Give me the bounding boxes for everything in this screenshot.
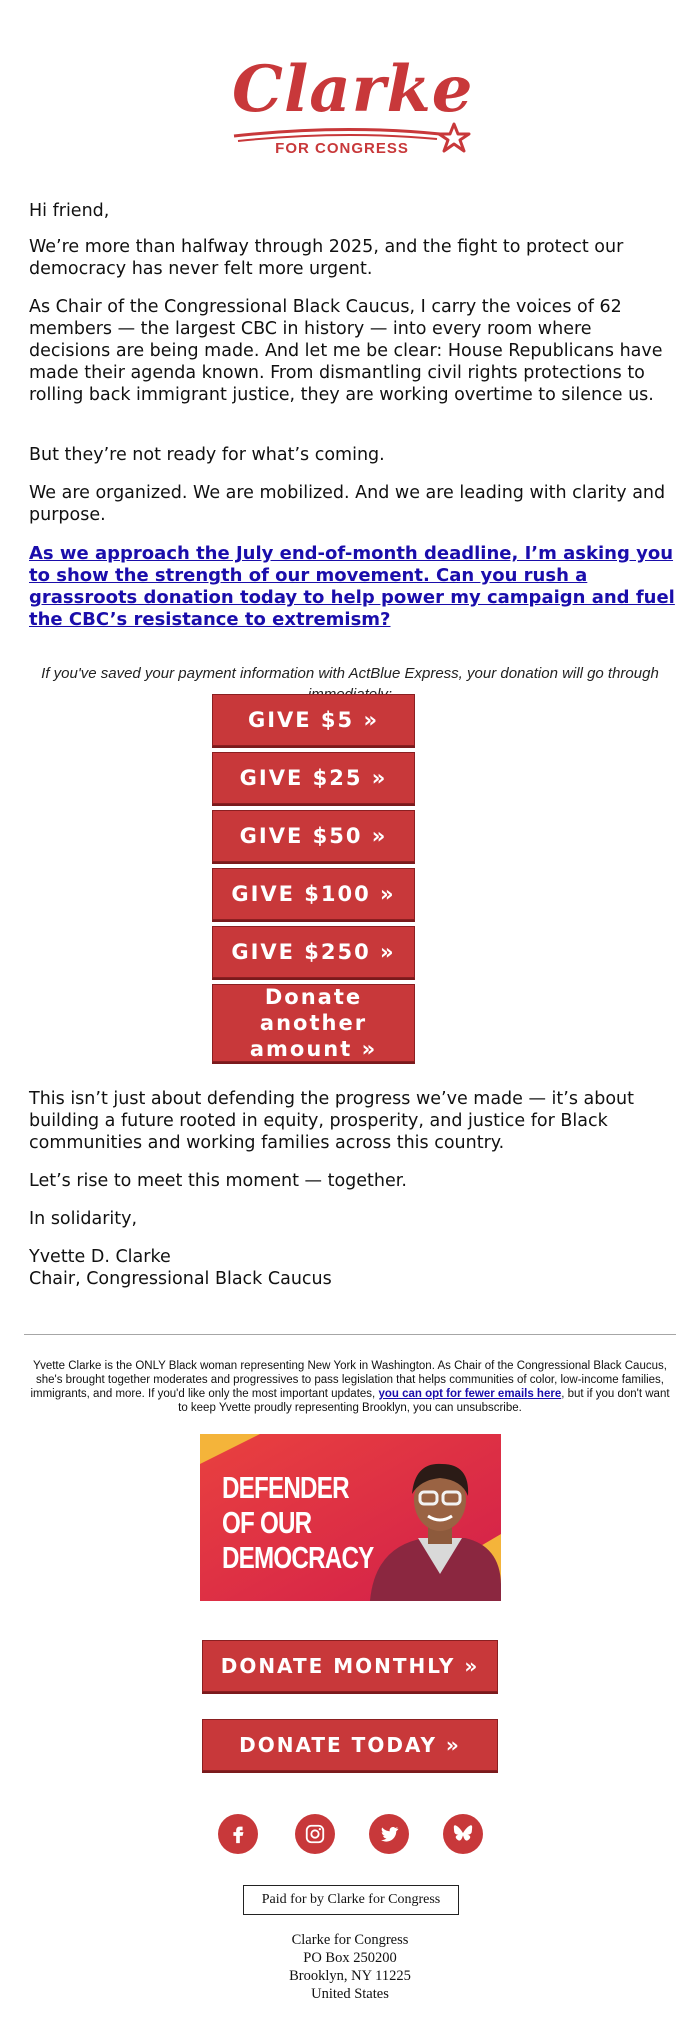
address-line-3: Brooklyn, NY 11225 <box>289 1968 411 1984</box>
signature-title: Chair, Congressional Black Caucus <box>29 1269 332 1289</box>
give-25-button[interactable]: GIVE $25 » <box>212 752 415 804</box>
donate-another-amount-button[interactable]: Donate another amount » <box>212 984 415 1062</box>
give-250-button[interactable]: GIVE $250 » <box>212 926 415 978</box>
paragraph-not-ready: But they’re not ready for what’s coming. <box>29 445 385 465</box>
logo-wordmark: Clarke <box>232 52 474 127</box>
give-5-button[interactable]: GIVE $5 » <box>212 694 415 746</box>
logo-tagline: FOR CONGRESS <box>275 140 409 157</box>
paid-for-by-box: Paid for by Clarke for Congress <box>243 1885 459 1915</box>
actblue-express-note: If you've saved your payment information with ActBlue Express, your donation will go through <box>41 665 659 682</box>
donate-today-button[interactable]: DONATE TODAY » <box>202 1719 498 1771</box>
facebook-icon[interactable] <box>218 1814 258 1854</box>
closing: In solidarity, <box>29 1209 138 1229</box>
footer-disclaimer <box>28 1359 672 1415</box>
banner-line-3: DEMOCRACY <box>222 1540 374 1575</box>
banner-headline <box>222 1470 374 1575</box>
bluesky-glyph <box>452 1823 474 1845</box>
give-100-button[interactable]: GIVE $100 » <box>212 868 415 920</box>
paragraph-future: This isn’t just about defending the progress we’ve made — it’s about building a future rooted in equity, prosperity, and justice for Black communities and working families across this country. <box>29 1089 635 1153</box>
address-line-4: United States <box>311 1986 389 2002</box>
disclaimer-text: Yvette Clarke is the ONLY Black woman representing New York in Washington. As Chair of the Congressional Black Caucus, she's brought together moderates and progressives to pass legislation that helps communities of color, low-income families, immigrants, and more. If you'd like only the most important updates, <box>30 1360 667 1400</box>
donation-ask-link[interactable]: As we approach the July end-of-month deadline, I’m asking you to show the strength of our movement. Can you rush a grassroots donation today to help power my campaign and fuel the CBC’s resistance to extremism? <box>29 543 675 630</box>
paragraph-intro: We’re more than halfway through 2025, and the fight to protect our democracy has never felt more urgent. <box>29 237 624 279</box>
address-line-1: Clarke for Congress <box>291 1932 409 1948</box>
twitter-glyph <box>378 1823 400 1845</box>
instagram-icon[interactable] <box>295 1814 335 1854</box>
twitter-icon[interactable] <box>369 1814 409 1854</box>
bluesky-icon[interactable] <box>443 1814 483 1854</box>
fewer-emails-link[interactable]: you can opt for fewer emails here <box>378 1388 562 1400</box>
paragraph-cbc: As Chair of the Congressional Black Caucus, I carry the voices of 62 members — the largest CBC in history — into every room where decisions are being made. And let me be clear: House Republicans have made their agenda known. From dismantling civil rights protections to rolling back immigrant justice, they are working overtime to silence us. <box>29 297 663 405</box>
instagram-glyph <box>304 1823 326 1845</box>
disclaimer-unsubscribe-text: , but if you don't want to keep Yvette proudly representing Brooklyn, you can unsubscribe. <box>178 1388 670 1414</box>
paragraph-rise: Let’s rise to meet this moment — together. <box>29 1171 407 1191</box>
footer-divider <box>24 1334 676 1335</box>
address-line-2: PO Box 250200 <box>303 1950 397 1966</box>
donate-monthly-button[interactable]: DONATE MONTHLY » <box>202 1640 498 1692</box>
banner-line-1: DEFENDER <box>222 1470 349 1505</box>
give-50-button[interactable]: GIVE $50 » <box>212 810 415 862</box>
mailing-address <box>200 1931 500 2003</box>
defender-of-democracy-banner[interactable] <box>200 1434 501 1601</box>
greeting: Hi friend, <box>29 201 110 221</box>
facebook-glyph <box>227 1823 249 1845</box>
paragraph-organized: We are organized. We are mobilized. And we are leading with clarity and purpose. <box>29 483 666 525</box>
signature-name: Yvette D. Clarke <box>29 1247 171 1267</box>
clarke-logo <box>232 42 472 164</box>
banner-line-2: OF OUR <box>222 1505 312 1540</box>
